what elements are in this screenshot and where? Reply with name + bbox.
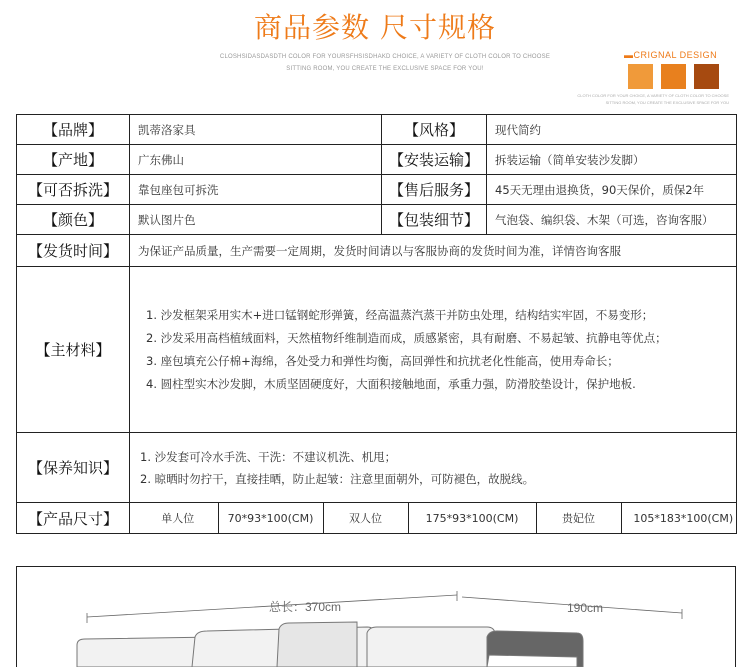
spec-row-removable [17, 175, 737, 205]
removable-label: 【可否拆洗】 [17, 175, 130, 205]
subtitle-line-2: SITTING ROOM, YOU CREATE THE EXCLUSIVE SPACE FOR YOU! [286, 66, 484, 72]
origin-label: 【产地】 [17, 145, 130, 175]
sofa-diagram-svg [17, 567, 735, 667]
install-label: 【安装运输】 [382, 145, 487, 175]
material-item: 1. 沙发框架采用实木+进口锰钢蛇形弹簧，经高温蒸汽蒸干并防虫处理，结构结实牢固，不易变形； [146, 307, 654, 322]
design-tiny-text-1: CLOTH COLOR FOR YOUR CHOICE, A VARIETY OF CLOTH COLOR TO CHOOSE [577, 93, 729, 98]
care-label: 【保养知识】 [17, 433, 130, 503]
install-value: 拆装运输（简单安装沙发脚） [487, 145, 737, 175]
size-dims-chaise: 105*183*100(CM) [621, 503, 737, 533]
size-value [130, 503, 737, 534]
spec-row-origin [17, 145, 737, 175]
service-value: 45天无理由退换货，90天保价，质保2年 [487, 175, 737, 205]
brand-label: 【品牌】 [17, 115, 130, 145]
spec-row-shipping [17, 235, 737, 267]
care-list [138, 446, 728, 490]
color-label: 【颜色】 [17, 205, 130, 235]
style-value: 现代简约 [487, 115, 737, 145]
material-item: 4. 圆柱型实木沙发脚，木质坚固硬度好，大面积接触地面，承重力强，防滑胶垫设计，保护地板. [146, 376, 636, 391]
color-value: 默认图片色 [130, 205, 382, 235]
total-length-label: 总长：370cm [269, 600, 342, 614]
design-tiny-text-2: SITTING ROOM, YOU CREATE THE EXCLUSIVE SPACE FOR YOU [605, 100, 729, 105]
shipping-value: 为保证产品质量，生产需要一定周期，发货时间请以与客服协商的发货时间为准，详情咨询客服 [130, 235, 737, 267]
size-name-single: 单人位 [161, 512, 195, 525]
packing-label: 【包装细节】 [382, 205, 487, 235]
color-swatch-orange [661, 64, 686, 89]
origin-value: 广东佛山 [130, 145, 382, 175]
material-item: 2. 沙发采用高档植绒面料，天然植物纤维制造而成，质感紧密，具有耐磨、不易起皱、抗静电等优点； [146, 330, 667, 345]
size-name-chaise: 贵妃位 [536, 503, 621, 533]
style-label: 【风格】 [382, 115, 487, 145]
subtitle-line-1: CLOSHSIDASDASDTH COLOR FOR YOURSFHSISDHAKD CHOICE, A VARIETY OF CLOTH COLOR TO CHOOSE [219, 54, 551, 60]
spec-row-size [17, 503, 737, 534]
material-value [130, 267, 737, 433]
spec-table [16, 114, 737, 534]
size-dims-double: 175*93*100(CM) [408, 503, 536, 533]
spec-row-brand [17, 115, 737, 145]
sofa-dimension-diagram [16, 566, 736, 667]
size-dims-single: 70*93*100(CM) [218, 503, 323, 533]
color-swatch-light [628, 64, 653, 89]
service-label: 【售后服务】 [382, 175, 487, 205]
packing-value: 气泡袋、编织袋、木架（可选，咨询客服） [487, 205, 737, 235]
care-value [130, 433, 737, 503]
side-length-label: 190cm [567, 601, 604, 615]
size-label: 【产品尺寸】 [17, 503, 130, 534]
spec-row-material [17, 267, 737, 433]
care-item: 2. 晾晒时勿拧干，直接挂晒，防止起皱：注意里面朝外，可防褪色，故脱线。 [140, 471, 535, 486]
design-label: ▬CRIGNAL DESIGN [624, 50, 718, 60]
brand-value: 凯蒂洛家具 [130, 115, 382, 145]
sofa-illustration [77, 622, 583, 667]
color-swatch-brown [694, 64, 719, 89]
material-item: 3. 座包填充公仔棉+海绵，各处受力和弹性均衡，高回弹性和抗扰老化性能高，使用寿命长； [146, 353, 619, 368]
removable-value: 靠包座包可拆洗 [130, 175, 382, 205]
material-list [138, 304, 728, 396]
spec-row-color [17, 205, 737, 235]
care-item: 1. 沙发套可冷水手洗、干洗：不建议机洗、机甩； [140, 449, 397, 464]
spec-row-care [17, 433, 737, 503]
page-title: 商品参数 尺寸规格 [254, 11, 496, 44]
size-name-double: 双人位 [323, 503, 408, 533]
shipping-label: 【发货时间】 [17, 235, 130, 267]
material-label: 【主材料】 [17, 267, 130, 433]
size-table [138, 503, 737, 533]
